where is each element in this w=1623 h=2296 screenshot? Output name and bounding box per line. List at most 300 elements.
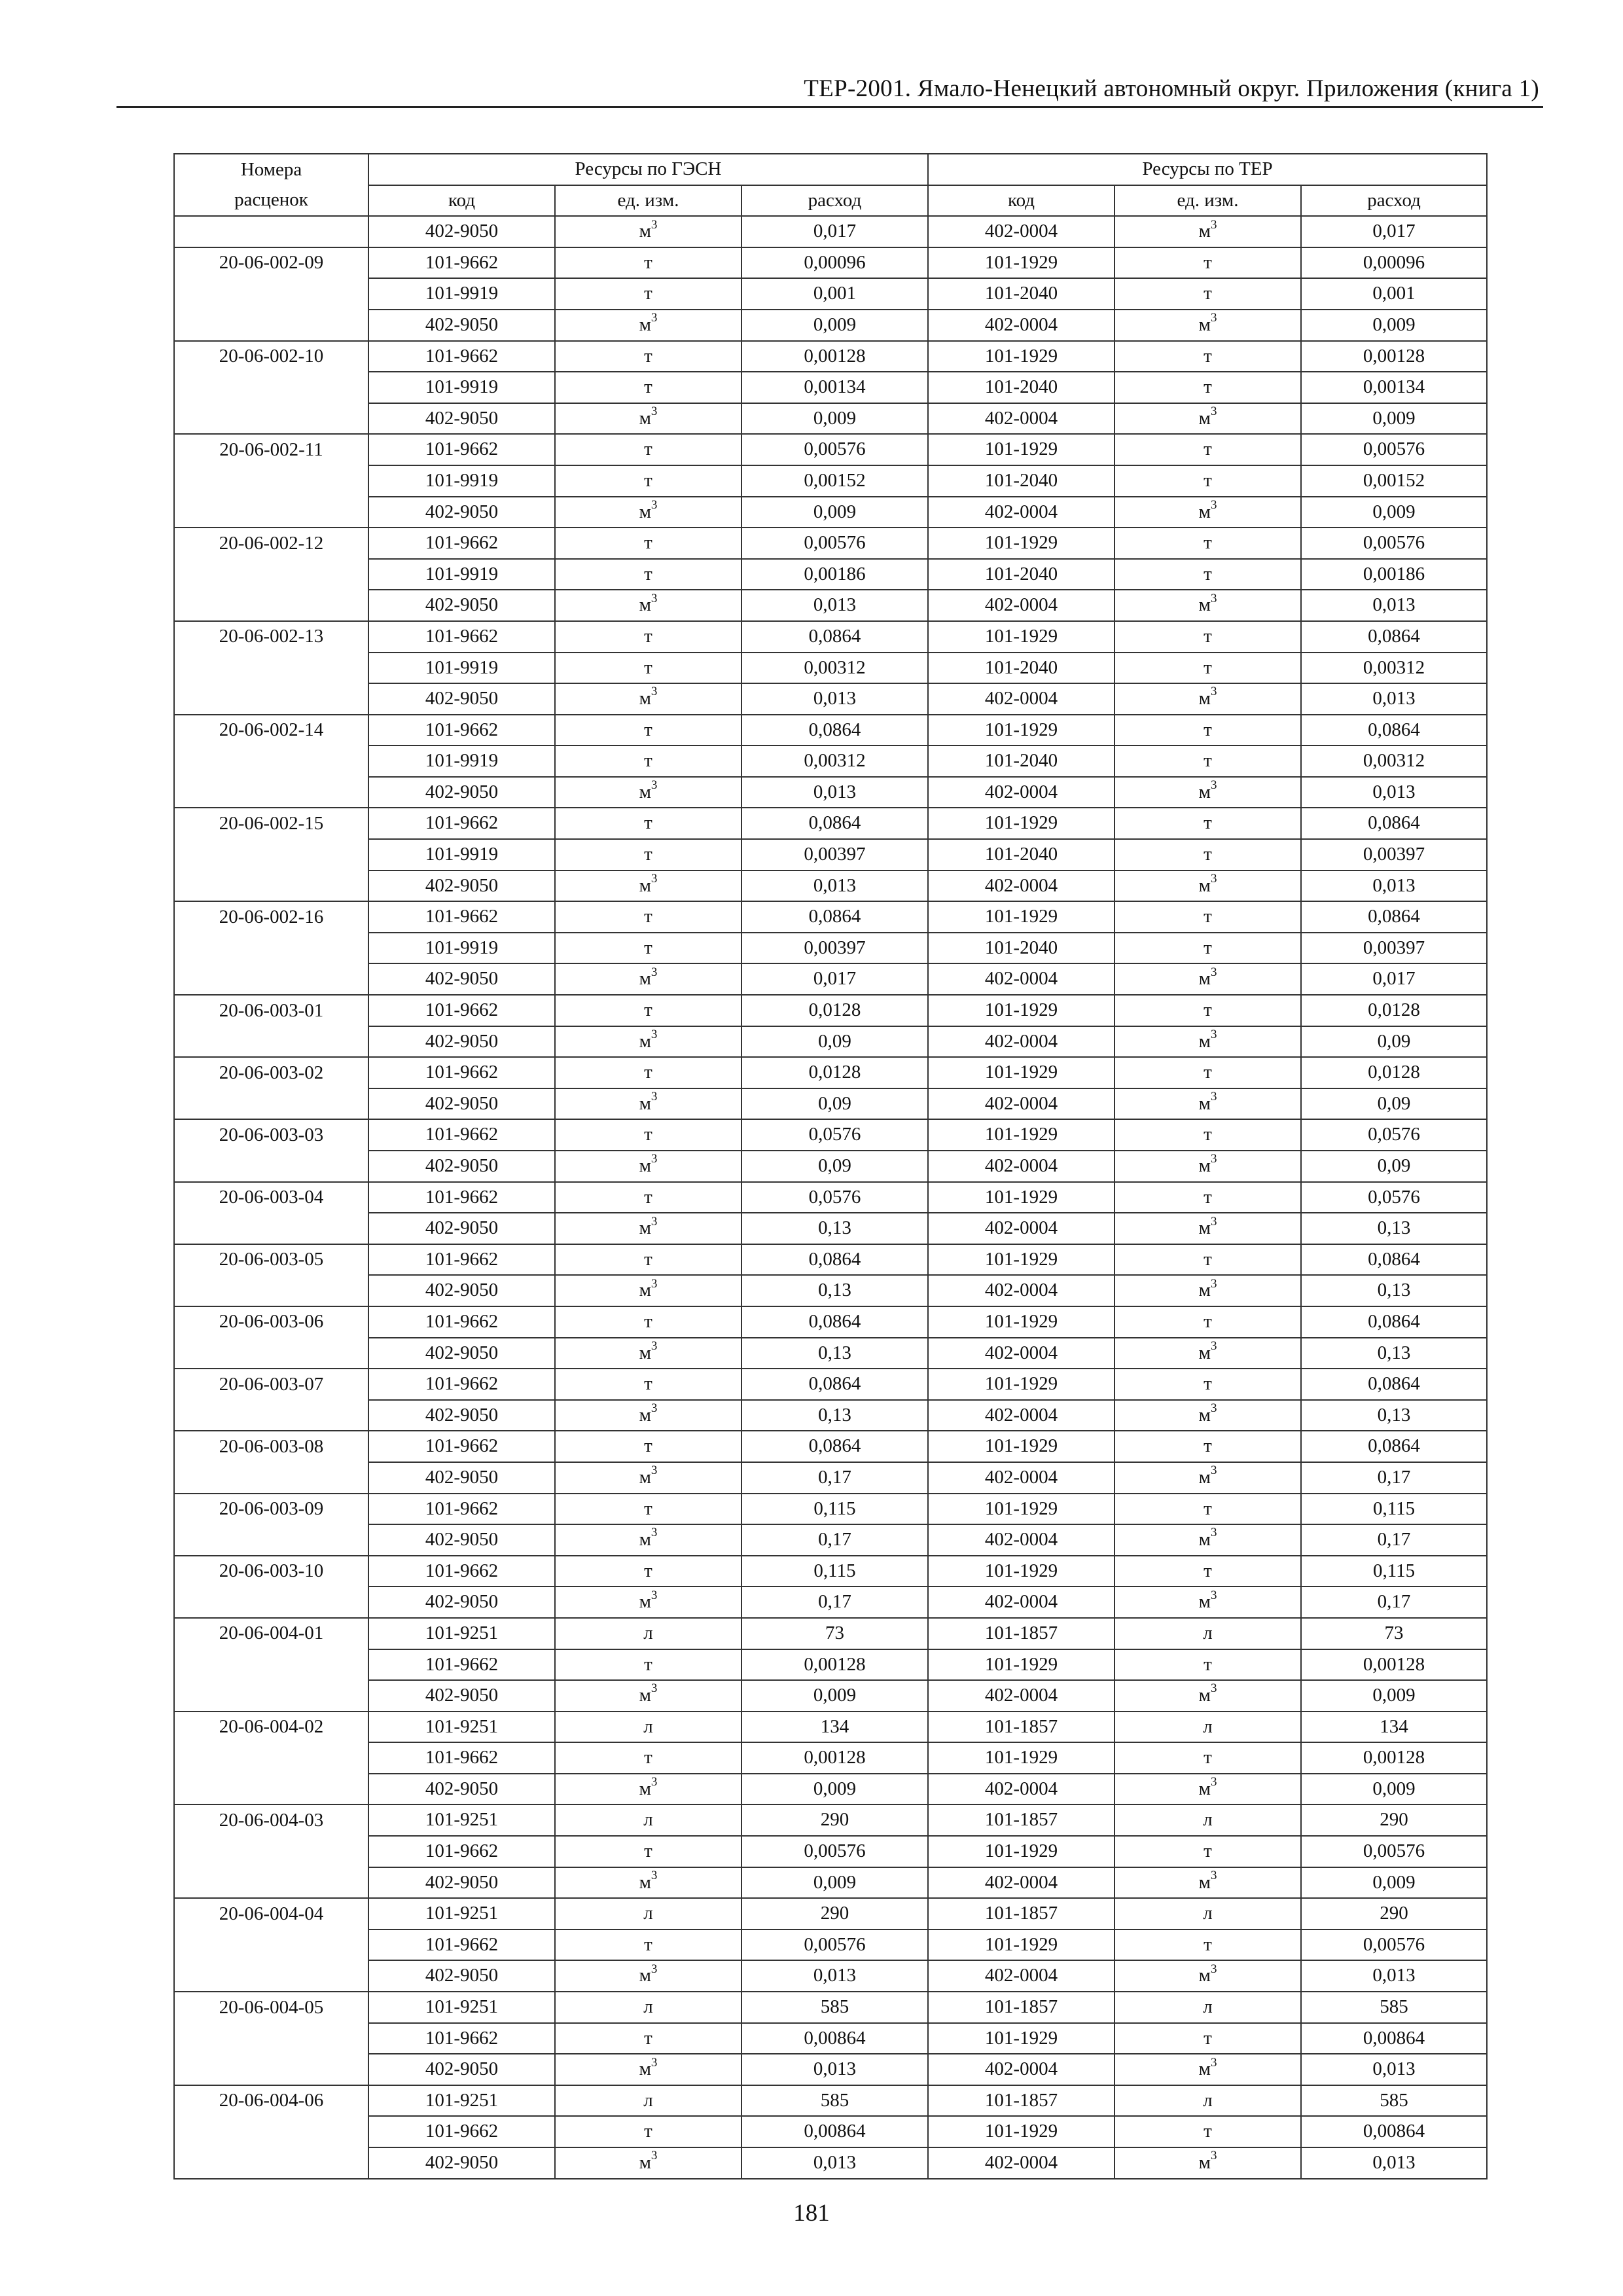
- gesn-unit-cell: [555, 1960, 741, 1992]
- cubic-superscript: 3: [651, 1526, 658, 1540]
- ter-unit-cell: [1115, 839, 1301, 870]
- table-row: [174, 1151, 1487, 1182]
- gesn-code-cell: 101-9662: [368, 528, 555, 559]
- table-row: [174, 341, 1487, 372]
- norm-number-cell: [174, 963, 368, 995]
- gesn-unit-cell: [555, 1151, 741, 1182]
- ter-unit-cell: [1115, 870, 1301, 902]
- unit-text: т: [644, 1933, 652, 1955]
- unit-text: т: [1204, 937, 1212, 958]
- gesn-amount-cell: 0,17: [741, 1462, 928, 1494]
- unit-text: м: [1198, 1778, 1211, 1799]
- norm-number-cell: [174, 1338, 368, 1369]
- ter-unit-cell: [1115, 621, 1301, 653]
- unit-text: м: [1198, 594, 1211, 616]
- gesn-code-cell: 402-9050: [368, 403, 555, 435]
- table-row: [174, 247, 1487, 279]
- ter-code-cell: 101-2040: [928, 372, 1115, 403]
- gesn-unit-cell: [555, 901, 741, 933]
- norm-number-cell: [174, 403, 368, 435]
- ter-code-cell: 101-2040: [928, 653, 1115, 684]
- gesn-unit-cell: [555, 933, 741, 964]
- gesn-code-cell: 101-9662: [368, 1929, 555, 1961]
- ter-code-cell: 101-1929: [928, 1057, 1115, 1088]
- ter-amount-cell: 0,00312: [1301, 653, 1487, 684]
- gesn-code-cell: 101-9251: [368, 1992, 555, 2023]
- gesn-amount-cell: 0,00397: [741, 933, 928, 964]
- gesn-unit-cell: [555, 1462, 741, 1494]
- cubic-superscript: 3: [1210, 1214, 1217, 1229]
- unit-text: м: [639, 1404, 651, 1426]
- cubic-superscript: 3: [651, 965, 658, 979]
- gesn-code-cell: 402-9050: [368, 683, 555, 715]
- ter-unit-cell: [1115, 1742, 1301, 1774]
- unit-text: т: [644, 1435, 652, 1457]
- unit-text: л: [643, 2089, 653, 2111]
- norm-number-cell: 20-06-003-07: [174, 1369, 368, 1400]
- ter-code-cell: 101-1929: [928, 434, 1115, 465]
- table-row: [174, 1680, 1487, 1712]
- gesn-unit-cell: [555, 745, 741, 777]
- gesn-amount-cell: 0,13: [741, 1338, 928, 1369]
- table-row: [174, 1244, 1487, 1276]
- gesn-code-cell: 402-9050: [368, 963, 555, 995]
- ter-amount-cell: 0,00864: [1301, 2023, 1487, 2054]
- gesn-code-header: код: [368, 185, 555, 217]
- ter-amount-cell: 585: [1301, 1992, 1487, 2023]
- table-row: [174, 1992, 1487, 2023]
- unit-text: м: [639, 688, 651, 709]
- ter-unit-cell: [1115, 1088, 1301, 1120]
- unit-text: м: [639, 407, 651, 429]
- ter-amount-cell: 0,013: [1301, 777, 1487, 808]
- unit-text: т: [644, 937, 652, 958]
- ter-code-cell: 101-1929: [928, 528, 1115, 559]
- ter-code-cell: 402-0004: [928, 1587, 1115, 1618]
- gesn-unit-cell: [555, 2085, 741, 2117]
- norm-number-cell: [174, 1836, 368, 1867]
- ter-unit-cell: [1115, 2023, 1301, 2054]
- gesn-code-cell: 101-9251: [368, 2085, 555, 2117]
- cubic-superscript: 3: [1210, 1962, 1217, 1976]
- ter-code-cell: 402-0004: [928, 590, 1115, 621]
- gesn-amount-cell: 0,013: [741, 2147, 928, 2179]
- gesn-code-cell: 101-9662: [368, 808, 555, 839]
- gesn-unit-cell: [555, 1119, 741, 1151]
- ter-code-cell: 101-2040: [928, 933, 1115, 964]
- unit-text: т: [1204, 1653, 1212, 1675]
- cubic-superscript: 3: [1210, 1338, 1217, 1353]
- cubic-superscript: 3: [1210, 778, 1217, 793]
- ter-code-cell: 101-1929: [928, 995, 1115, 1026]
- ter-code-cell: 101-1857: [928, 1712, 1115, 1743]
- ter-unit-cell: [1115, 528, 1301, 559]
- ter-code-cell: 402-0004: [928, 1462, 1115, 1494]
- page-number: 181: [793, 2200, 830, 2227]
- cubic-superscript: 3: [651, 685, 658, 699]
- ter-amount-cell: 0,13: [1301, 1400, 1487, 1431]
- ter-unit-cell: [1115, 1119, 1301, 1151]
- unit-text: т: [1204, 1498, 1212, 1519]
- ter-amount-cell: 0,0864: [1301, 715, 1487, 746]
- norm-number-cell: [174, 1587, 368, 1618]
- cubic-superscript: 3: [1210, 2055, 1217, 2070]
- ter-amount-cell: 0,00096: [1301, 247, 1487, 279]
- unit-text: т: [644, 1062, 652, 1083]
- ter-code-cell: 101-1857: [928, 1618, 1115, 1649]
- unit-text: т: [644, 1373, 652, 1395]
- ter-unit-cell: [1115, 2147, 1301, 2179]
- unit-text: м: [639, 2058, 651, 2080]
- gesn-amount-cell: 0,0864: [741, 1244, 928, 1276]
- group-gesn-header: Ресурсы по ГЭСН: [368, 154, 928, 185]
- col-norm-header-line2: расценок: [174, 185, 368, 217]
- ter-code-cell: 402-0004: [928, 1400, 1115, 1431]
- table-row: [174, 715, 1487, 746]
- cubic-superscript: 3: [1210, 1681, 1217, 1696]
- gesn-unit-cell: [555, 341, 741, 372]
- gesn-code-cell: 402-9050: [368, 2054, 555, 2085]
- unit-text: м: [1198, 1591, 1211, 1613]
- ter-code-cell: 402-0004: [928, 870, 1115, 902]
- gesn-unit-cell: [555, 1836, 741, 1867]
- norm-number-cell: [174, 497, 368, 528]
- unit-text: т: [1204, 1840, 1212, 1862]
- unit-text: м: [1198, 314, 1211, 335]
- gesn-unit-cell: [555, 1618, 741, 1649]
- norm-number-cell: [174, 310, 368, 341]
- gesn-code-cell: 402-9050: [368, 1213, 555, 1244]
- ter-code-cell: 101-2040: [928, 559, 1115, 590]
- cubic-superscript: 3: [1210, 1152, 1217, 1166]
- norm-number-cell: [174, 1462, 368, 1494]
- gesn-code-cell: 101-9251: [368, 1898, 555, 1929]
- table-row: [174, 808, 1487, 839]
- ter-unit-cell: [1115, 1867, 1301, 1899]
- ter-amount-cell: 0,115: [1301, 1494, 1487, 1525]
- ter-code-cell: 101-1929: [928, 808, 1115, 839]
- unit-text: м: [639, 594, 651, 616]
- header-title: ТЕР-2001. Ямало-Ненецкий автономный округ. Приложения (книга 1): [804, 75, 1539, 102]
- unit-text: т: [644, 532, 652, 554]
- unit-text: м: [639, 874, 651, 896]
- cubic-superscript: 3: [651, 2055, 658, 2070]
- ter-unit-cell: [1115, 372, 1301, 403]
- ter-amount-cell: 0,17: [1301, 1524, 1487, 1556]
- unit-text: м: [1198, 781, 1211, 802]
- table-row: [174, 1556, 1487, 1587]
- norm-number-cell: [174, 2054, 368, 2085]
- table-row: [174, 963, 1487, 995]
- cubic-superscript: 3: [651, 1775, 658, 1789]
- gesn-amount-cell: 0,00186: [741, 559, 928, 590]
- unit-text: м: [1198, 1871, 1211, 1893]
- norm-number-cell: 20-06-002-09: [174, 247, 368, 279]
- gesn-amount-cell: 0,009: [741, 310, 928, 341]
- norm-number-cell: [174, 1400, 368, 1431]
- gesn-code-cell: 402-9050: [368, 1151, 555, 1182]
- gesn-code-cell: 101-9251: [368, 1804, 555, 1836]
- gesn-unit-cell: [555, 1275, 741, 1306]
- ter-code-cell: 101-2040: [928, 839, 1115, 870]
- ter-unit-cell: [1115, 2054, 1301, 2085]
- unit-text: м: [1198, 874, 1211, 896]
- cubic-superscript: 3: [651, 217, 658, 232]
- gesn-code-cell: 101-9251: [368, 1712, 555, 1743]
- ter-amount-cell: 0,013: [1301, 1960, 1487, 1992]
- gesn-amount-cell: 0,00128: [741, 1649, 928, 1681]
- gesn-code-cell: 402-9050: [368, 1275, 555, 1306]
- unit-text: т: [1204, 750, 1212, 772]
- norm-number-cell: [174, 683, 368, 715]
- gesn-amount-cell: 0,00397: [741, 839, 928, 870]
- cubic-superscript: 3: [1210, 1588, 1217, 1602]
- ter-amount-cell: 0,001: [1301, 278, 1487, 310]
- gesn-unit-cell: [555, 1712, 741, 1743]
- ter-unit-cell: [1115, 216, 1301, 247]
- unit-text: т: [644, 2121, 652, 2142]
- norm-number-cell: 20-06-002-16: [174, 901, 368, 933]
- ter-unit-cell: [1115, 933, 1301, 964]
- unit-text: л: [643, 1809, 653, 1831]
- unit-text: т: [1204, 1373, 1212, 1395]
- cubic-superscript: 3: [1210, 965, 1217, 979]
- ter-unit-cell: [1115, 1992, 1301, 2023]
- norm-number-cell: [174, 1680, 368, 1712]
- gesn-code-cell: 101-9919: [368, 653, 555, 684]
- unit-text: т: [1204, 2027, 1212, 2049]
- ter-unit-cell: [1115, 1151, 1301, 1182]
- gesn-code-cell: 402-9050: [368, 1960, 555, 1992]
- gesn-code-cell: 101-9662: [368, 901, 555, 933]
- gesn-amount-cell: 0,00096: [741, 247, 928, 279]
- table-row: [174, 559, 1487, 590]
- ter-unit-cell: [1115, 1057, 1301, 1088]
- gesn-code-cell: 101-9919: [368, 839, 555, 870]
- unit-text: л: [1203, 1903, 1213, 1924]
- gesn-unit-cell: [555, 247, 741, 279]
- unit-text: м: [639, 1871, 651, 1893]
- ter-amount-cell: 290: [1301, 1898, 1487, 1929]
- table-row: [174, 2054, 1487, 2085]
- ter-unit-cell: [1115, 2085, 1301, 2117]
- ter-unit-cell: [1115, 1369, 1301, 1400]
- gesn-amount-cell: 0,013: [741, 683, 928, 715]
- table-row: [174, 1804, 1487, 1836]
- norm-number-cell: 20-06-004-02: [174, 1712, 368, 1743]
- unit-text: м: [639, 968, 651, 990]
- ter-code-cell: 402-0004: [928, 1026, 1115, 1058]
- unit-text: т: [644, 844, 652, 865]
- table-row: [174, 1338, 1487, 1369]
- norm-number-cell: 20-06-003-04: [174, 1182, 368, 1213]
- unit-text: м: [1198, 407, 1211, 429]
- ter-unit-cell: [1115, 963, 1301, 995]
- gesn-unit-cell: [555, 434, 741, 465]
- gesn-amount-cell: 0,0576: [741, 1119, 928, 1151]
- table-row: [174, 901, 1487, 933]
- gesn-amount-cell: 0,0576: [741, 1182, 928, 1213]
- gesn-amount-cell: 0,009: [741, 1680, 928, 1712]
- gesn-code-cell: 101-9919: [368, 465, 555, 497]
- norm-number-cell: [174, 653, 368, 684]
- unit-text: т: [1204, 345, 1212, 367]
- ter-amount-cell: 0,0576: [1301, 1182, 1487, 1213]
- col-norm-header-line1: Номера: [174, 154, 368, 185]
- table-row: [174, 372, 1487, 403]
- gesn-unit-cell: [555, 310, 741, 341]
- table-row: [174, 1057, 1487, 1088]
- unit-text: м: [1198, 688, 1211, 709]
- gesn-amount-cell: 0,009: [741, 403, 928, 435]
- unit-text: т: [644, 750, 652, 772]
- ter-amount-cell: 0,0864: [1301, 1431, 1487, 1462]
- ter-amount-cell: 0,00576: [1301, 434, 1487, 465]
- cubic-superscript: 3: [651, 1090, 658, 1104]
- ter-unit-cell: [1115, 1026, 1301, 1058]
- gesn-unit-cell: [555, 1338, 741, 1369]
- gesn-amount-cell: 0,0864: [741, 1431, 928, 1462]
- unit-text: м: [639, 1030, 651, 1052]
- table-row: [174, 1494, 1487, 1525]
- table-row: [174, 1462, 1487, 1494]
- unit-text: м: [639, 1342, 651, 1363]
- unit-text: т: [1204, 1124, 1212, 1145]
- ter-amount-cell: 0,00576: [1301, 1836, 1487, 1867]
- unit-text: т: [1204, 1062, 1212, 1083]
- gesn-amount-cell: 0,115: [741, 1556, 928, 1587]
- ter-code-cell: 101-1929: [928, 2116, 1115, 2147]
- ter-code-cell: 101-1929: [928, 1556, 1115, 1587]
- table-row: [174, 1306, 1487, 1338]
- gesn-amount-cell: 0,00134: [741, 372, 928, 403]
- cubic-superscript: 3: [1210, 1526, 1217, 1540]
- cubic-superscript: 3: [651, 1588, 658, 1602]
- gesn-code-cell: 101-9662: [368, 1556, 555, 1587]
- ter-amount-cell: 0,009: [1301, 310, 1487, 341]
- norm-number-cell: [174, 933, 368, 964]
- ter-amount-cell: 0,0864: [1301, 901, 1487, 933]
- gesn-code-cell: 402-9050: [368, 497, 555, 528]
- ter-unit-cell: [1115, 1587, 1301, 1618]
- table-row: [174, 1742, 1487, 1774]
- gesn-unit-cell: [555, 1088, 741, 1120]
- table-row: [174, 216, 1487, 247]
- ter-unit-cell: [1115, 1213, 1301, 1244]
- ter-amount-cell: 0,0128: [1301, 995, 1487, 1026]
- table-row: [174, 1774, 1487, 1805]
- unit-text: л: [643, 1903, 653, 1924]
- gesn-unit-cell: [555, 2116, 741, 2147]
- ter-unit-cell: [1115, 465, 1301, 497]
- ter-unit-cell: [1115, 1680, 1301, 1712]
- ter-amount-cell: 0,0864: [1301, 1244, 1487, 1276]
- gesn-amount-cell: 0,13: [741, 1213, 928, 1244]
- unit-text: т: [1204, 625, 1212, 647]
- unit-text: м: [1198, 2152, 1211, 2173]
- gesn-code-cell: 101-9662: [368, 995, 555, 1026]
- table-row: [174, 1431, 1487, 1462]
- table-row: [174, 1275, 1487, 1306]
- ter-unit-cell: [1115, 1836, 1301, 1867]
- gesn-code-cell: 101-9662: [368, 1431, 555, 1462]
- cubic-superscript: 3: [651, 2149, 658, 2163]
- gesn-unit-cell: [555, 1524, 741, 1556]
- ter-amount-cell: 0,00864: [1301, 2116, 1487, 2147]
- table-row: [174, 745, 1487, 777]
- ter-amount-cell: 0,13: [1301, 1338, 1487, 1369]
- norm-number-cell: [174, 1088, 368, 1120]
- unit-text: т: [644, 376, 652, 398]
- unit-text: т: [644, 1840, 652, 1862]
- cubic-superscript: 3: [1210, 1276, 1217, 1291]
- norm-number-cell: [174, 1524, 368, 1556]
- ter-amount-cell: 0,009: [1301, 403, 1487, 435]
- table-row: [174, 278, 1487, 310]
- ter-code-cell: 101-1929: [928, 2023, 1115, 2054]
- gesn-unit-cell: [555, 1898, 741, 1929]
- ter-unit-cell: [1115, 1774, 1301, 1805]
- unit-text: т: [644, 1653, 652, 1675]
- cubic-superscript: 3: [651, 497, 658, 512]
- unit-text: м: [1198, 1217, 1211, 1239]
- norm-number-cell: 20-06-003-08: [174, 1431, 368, 1462]
- norm-number-cell: [174, 278, 368, 310]
- table-row: [174, 1867, 1487, 1899]
- table-row: [174, 777, 1487, 808]
- gesn-amount-cell: 0,00576: [741, 434, 928, 465]
- unit-text: м: [639, 1965, 651, 1986]
- gesn-amount-header: расход: [741, 185, 928, 217]
- ter-unit-cell: [1115, 995, 1301, 1026]
- gesn-unit-cell: [555, 963, 741, 995]
- gesn-amount-cell: 0,0128: [741, 995, 928, 1026]
- ter-code-cell: 101-2040: [928, 745, 1115, 777]
- ter-unit-cell: [1115, 1494, 1301, 1525]
- ter-unit-cell: [1115, 1275, 1301, 1306]
- header-row-subcolumns: [174, 185, 1487, 217]
- ter-amount-cell: 0,00576: [1301, 528, 1487, 559]
- gesn-code-cell: 101-9662: [368, 247, 555, 279]
- cubic-superscript: 3: [1210, 497, 1217, 512]
- table-row: [174, 1213, 1487, 1244]
- ter-code-cell: 402-0004: [928, 310, 1115, 341]
- unit-text: т: [644, 439, 652, 460]
- gesn-amount-cell: 0,009: [741, 497, 928, 528]
- unit-text: м: [1198, 1280, 1211, 1301]
- norm-number-cell: [174, 559, 368, 590]
- table-row: [174, 1400, 1487, 1431]
- ter-amount-cell: 0,00576: [1301, 1929, 1487, 1961]
- norm-number-cell: [174, 1960, 368, 1992]
- unit-text: т: [1204, 439, 1212, 460]
- gesn-unit-cell: [555, 870, 741, 902]
- norm-number-cell: [174, 839, 368, 870]
- ter-code-cell: 101-1857: [928, 1804, 1115, 1836]
- ter-amount-cell: 0,17: [1301, 1462, 1487, 1494]
- unit-text: т: [644, 1747, 652, 1768]
- ter-unit-cell: [1115, 1306, 1301, 1338]
- ter-amount-cell: 0,0576: [1301, 1119, 1487, 1151]
- unit-text: м: [1198, 1404, 1211, 1426]
- ter-amount-cell: 0,09: [1301, 1026, 1487, 1058]
- unit-text: м: [639, 1155, 651, 1176]
- norm-number-cell: 20-06-002-11: [174, 434, 368, 465]
- gesn-unit-cell: [555, 1213, 741, 1244]
- ter-unit-cell: [1115, 1182, 1301, 1213]
- norm-number-cell: [174, 465, 368, 497]
- norm-number-cell: 20-06-002-13: [174, 621, 368, 653]
